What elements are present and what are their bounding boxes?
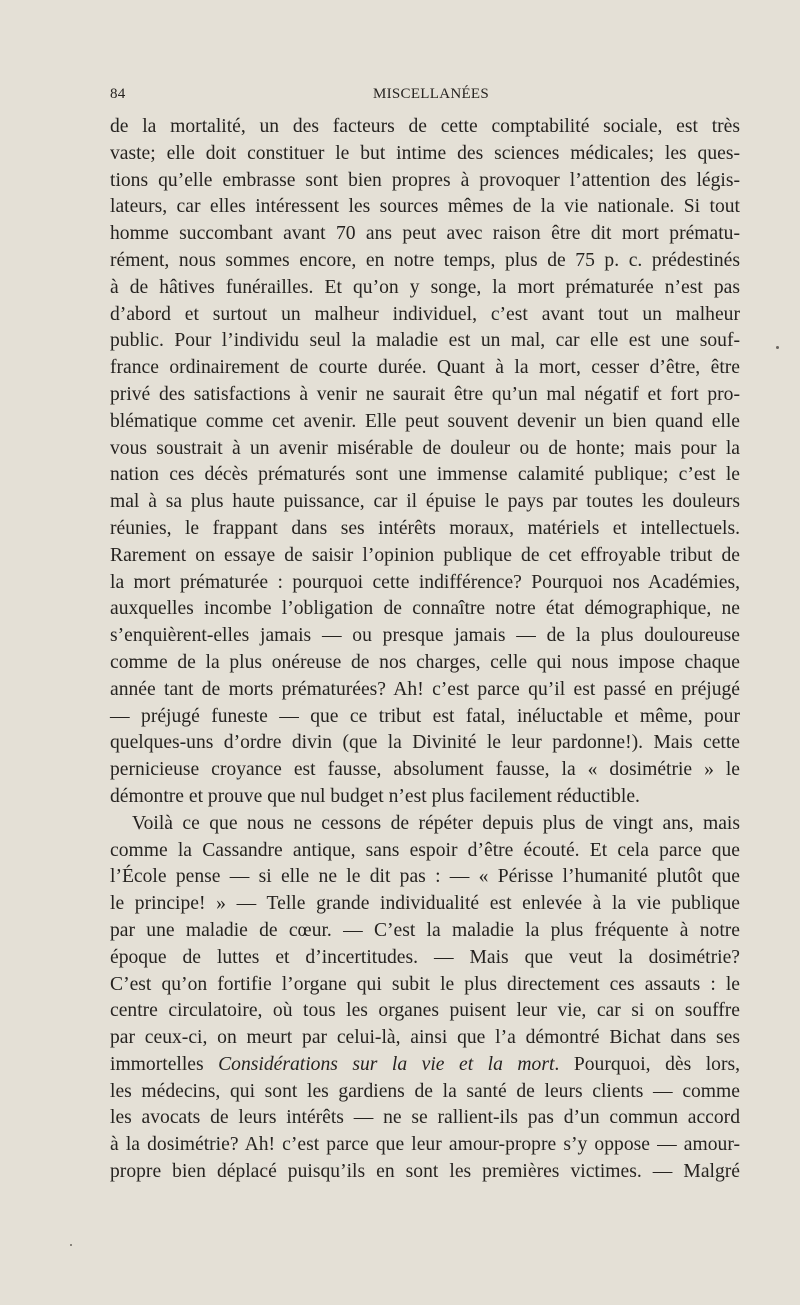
text-line: par une maladie de cœur. — C’est la maladie la plus fréquente à notre [110, 919, 740, 941]
line-text: immortelles [110, 1053, 219, 1075]
text-line: blématique comme cet avenir. Elle peut souvent devenir un bien quand elle [110, 410, 740, 432]
text-line: homme succombant avant 70 ans peut avec raison être dit mort prématu- [110, 223, 740, 245]
paragraph-end-line: démontre et prouve que nul budget n’est plus facilement réductible. [110, 785, 640, 807]
paragraph-start-line: Voilà ce que nous ne cessons de répéter depuis plus de vingt ans, mais [132, 812, 740, 834]
text-line: privé des satisfactions à venir ne saurait être qu’un mal négatif et fort pro- [110, 383, 740, 405]
body-text [110, 114, 740, 1186]
text-line: les avocats de leurs intérêts — ne se rallient-ils pas d’un commun accord [110, 1107, 740, 1129]
text-line: s’enquièrent-elles jamais — ou presque jamais — de la plus douloureuse [110, 625, 740, 647]
paper-speck [776, 346, 779, 349]
text-line: de la mortalité, un des facteurs de cette comptabilité sociale, est très [110, 116, 740, 137]
text-line: france ordinairement de courte durée. Quant à la mort, cesser d’être, être [110, 357, 740, 379]
text-line: époque de luttes et d’incertitudes. — Mais que veut la dosimétrie? [110, 946, 740, 968]
text-line: comme la Cassandre antique, sans espoir d’être écouté. Et cela parce que [110, 839, 740, 861]
italic-book-title: Considérations sur la vie et la mort [218, 1053, 555, 1075]
text-line: centre circulatoire, où tous les organes puisent leur vie, car si on souffre [110, 1000, 740, 1022]
text-line: réunies, le frappant dans ses intérêts moraux, matériels et intellectuels. [110, 517, 740, 539]
text-line: Rarement on essaye de saisir l’opinion publique de cet effroyable tribut de [110, 544, 740, 566]
text-line: l’École pense — si elle ne le dit pas : — « Périsse l’humanité plutôt que [110, 866, 740, 888]
text-line: comme de la plus onéreuse de nos charges, celle qui nous impose chaque [110, 651, 740, 673]
text-line: le principe! » — Telle grande individualité est enlevée à la vie publique [110, 893, 740, 915]
text-line: année tant de morts prématurées? Ah! c’est parce qu’il est passé en préjugé [110, 678, 740, 700]
running-title: MISCELLANÉES [372, 86, 490, 102]
text-line-with-italic [110, 1052, 740, 1079]
text-line: nation ces décès prématurés sont une immense calamité publique; c’est le [110, 464, 740, 486]
text-line: vaste; elle doit constituer le but intime des sciences médicales; les ques- [110, 142, 740, 164]
text-line: à de hâtives funérailles. Et qu’on y songe, la mort prématurée n’est pas [110, 276, 740, 298]
text-line: — préjugé funeste — que ce tribut est fatal, inéluctable et même, pour [110, 705, 740, 727]
text-line: mal à sa plus haute puissance, car il épuise le pays par toutes les douleurs [110, 491, 740, 513]
text-line: les médecins, qui sont les gardiens de la santé de leurs clients — comme [110, 1080, 740, 1102]
text-line: propre bien déplacé puisqu’ils en sont les premières victimes. — Malgré [110, 1161, 740, 1183]
text-line: quelques-uns d’ordre divin (que la Divinité le leur pardonne!). Mais cette [110, 732, 740, 754]
text-line: pernicieuse croyance est fausse, absolument fausse, la « dosimétrie » le [110, 759, 740, 781]
text-line: tions qu’elle embrasse sont bien propres à provoquer l’attention des légis- [110, 169, 740, 191]
line-text: . Pourquoi, dès lors, [554, 1053, 740, 1075]
paper-speck [70, 1244, 72, 1246]
text-line: public. Pour l’individu seul la maladie est un mal, car elle est une souf- [110, 330, 740, 352]
text-line: C’est qu’on fortifie l’organe qui subit le plus directement ces assauts : le [110, 973, 740, 995]
running-header [110, 86, 738, 108]
text-line: la mort prématurée : pourquoi cette indifférence? Pourquoi nos Académies, [110, 571, 740, 593]
text-line: à la dosimétrie? Ah! c’est parce que leur amour-propre s’y oppose — amour- [110, 1134, 740, 1156]
page-number: 84 [110, 86, 126, 102]
text-line: auxquelles incombe l’obligation de connaître notre état démographique, ne [110, 598, 740, 620]
text-line: par ceux-ci, on meurt par celui-là, ainsi que l’a démontré Bichat dans ses [110, 1027, 740, 1049]
text-line: rément, nous sommes encore, en notre temps, plus de 75 p. c. prédestinés [110, 249, 740, 271]
text-line: lateurs, car elles intéressent les sources mêmes de la vie nationale. Si tout [110, 196, 740, 218]
text-line: d’abord et surtout un malheur individuel, c’est avant tout un malheur [110, 303, 740, 325]
text-line: vous soustrait à un avenir misérable de douleur ou de honte; mais pour la [110, 437, 740, 459]
